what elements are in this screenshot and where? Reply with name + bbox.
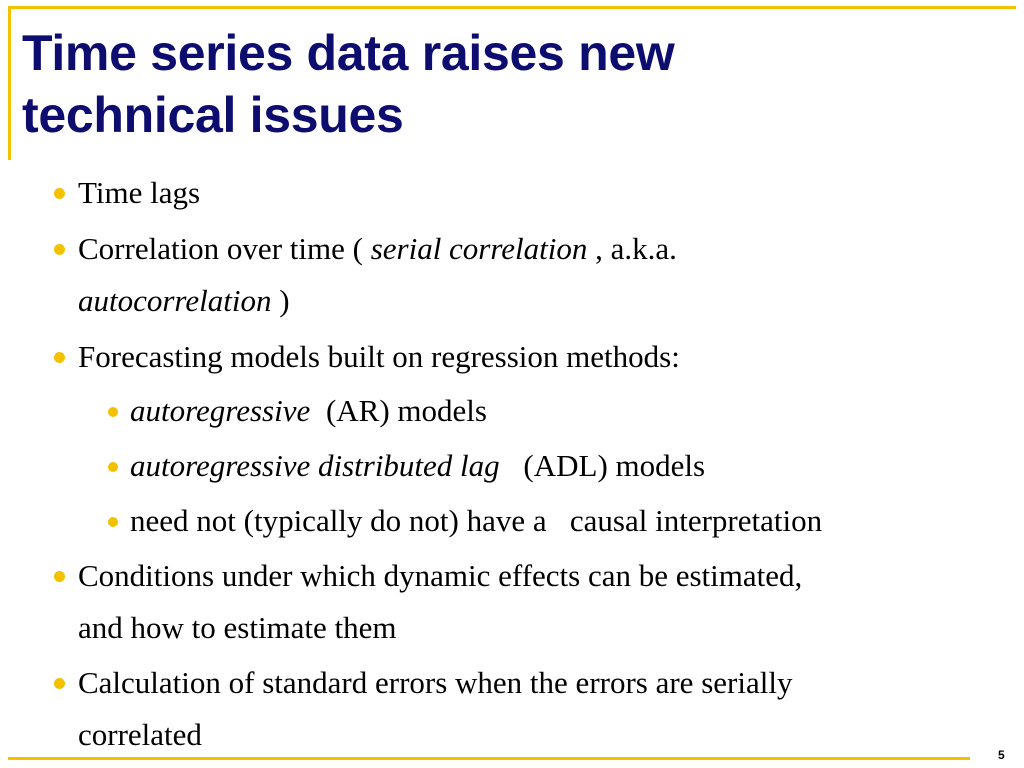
left-accent-rule xyxy=(8,6,11,160)
top-accent-rule xyxy=(8,6,1016,9)
bullet-text: Forecasting models built on regression methods: xyxy=(78,339,680,374)
bullet-dynamic-effects-continued xyxy=(78,601,397,655)
title-line-1: Time series data raises new xyxy=(22,25,675,81)
term-autocorrelation: autocorrelation xyxy=(78,283,272,318)
bullet-text: Time lags xyxy=(78,175,201,210)
bullet-dynamic-effects xyxy=(78,549,802,603)
bullet-text: Correlation over time ( xyxy=(78,231,363,266)
bullet-standard-errors-continued xyxy=(78,708,202,762)
bullet-text: Calculation of standard errors when the errors are serially xyxy=(78,665,793,700)
title-line-2: technical issues xyxy=(22,87,404,143)
term-autoregressive: autoregressive xyxy=(130,393,311,428)
bullet-text: ) xyxy=(279,283,290,318)
bullet-text: (ADL) models xyxy=(523,448,706,483)
bullet-dot-icon xyxy=(54,244,65,255)
bullet-correlation-continued xyxy=(78,274,290,328)
bullet-dot-icon xyxy=(54,188,65,199)
bullet-text: need not (typically do not) have a causal interpretation xyxy=(130,503,823,538)
bullet-time-lags xyxy=(78,166,200,220)
term-autoregressive-distributed-lag: autoregressive distributed lag xyxy=(130,448,500,483)
subbullet-ar-models xyxy=(130,384,487,438)
subbullet-adl-models xyxy=(130,439,705,493)
term-serial-correlation: serial correlation xyxy=(370,231,588,266)
bullet-dot-icon xyxy=(108,407,118,417)
bullet-text: (AR) models xyxy=(325,393,487,428)
slide-title xyxy=(22,22,982,146)
bullet-text: Conditions under which dynamic effects can be estimated, xyxy=(78,558,803,593)
bullet-text: , a.k.a. xyxy=(595,231,677,266)
bullet-text: correlated xyxy=(78,717,202,752)
page-number: 5 xyxy=(998,748,1005,762)
bullet-correlation xyxy=(78,222,677,276)
bullet-dot-icon xyxy=(54,352,65,363)
bullet-forecasting xyxy=(78,330,680,384)
bullet-text: and how to estimate them xyxy=(78,610,397,645)
bullet-dot-icon xyxy=(108,462,118,472)
bullet-dot-icon xyxy=(54,571,65,582)
bullet-dot-icon xyxy=(54,678,65,689)
bullet-dot-icon xyxy=(108,517,118,527)
subbullet-causal xyxy=(130,494,822,548)
bottom-accent-rule xyxy=(8,757,970,760)
bullet-standard-errors xyxy=(78,656,792,710)
